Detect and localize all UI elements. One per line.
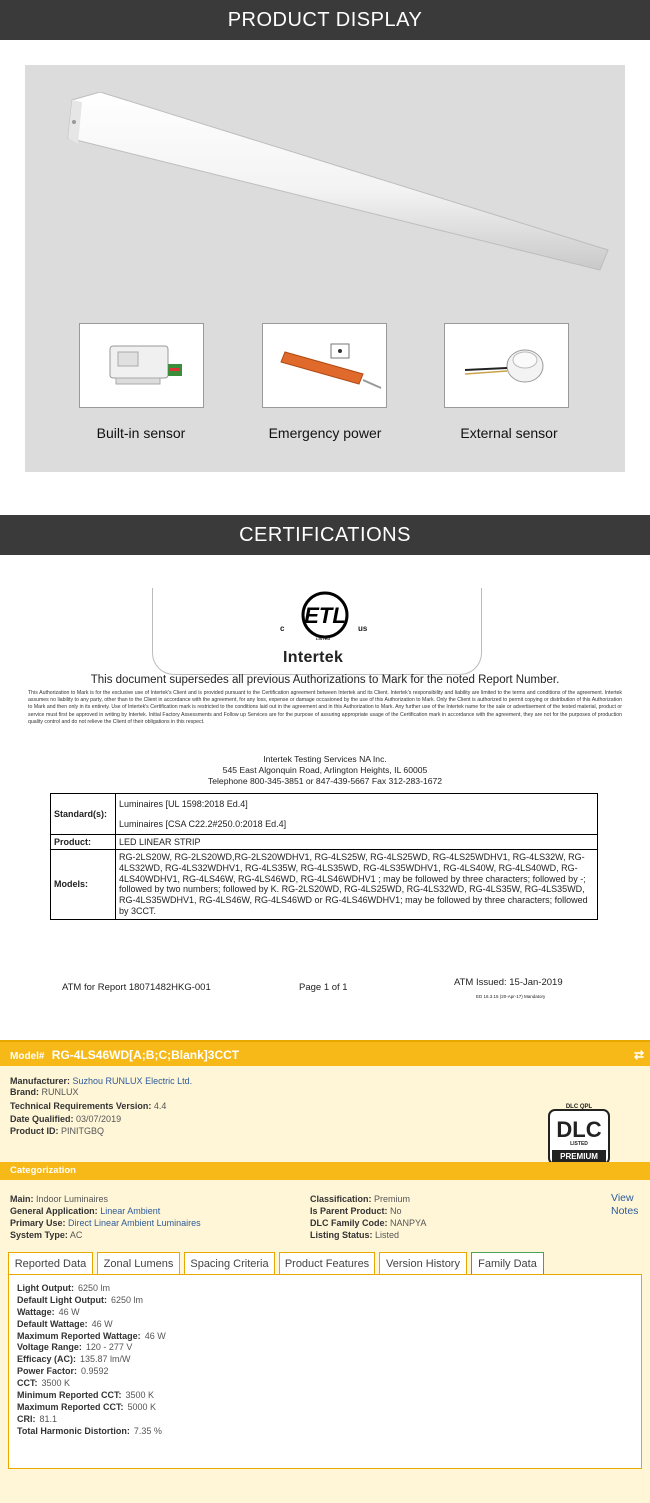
data-row [17,1319,166,1331]
logo-listed: LISTED [316,636,331,641]
data-row [17,1378,166,1390]
svg-text:ETL: ETL [304,603,346,628]
data-row [17,1414,166,1426]
data-label: CCT: [17,1378,38,1389]
logo-us: us [358,624,368,633]
data-value: 3500 K [41,1378,71,1389]
tab-spacing-criteria[interactable]: Spacing Criteria [184,1252,275,1274]
certificate-table [50,793,598,920]
page-number: Page 1 of 1 [299,982,348,993]
data-row [17,1307,166,1319]
manufacturer-link[interactable]: Suzhou RUNLUX Electric Ltd. [72,1076,193,1086]
dlc-listing-panel [0,1040,650,1503]
supersede-notice: This document supersedes all previous Authorizations to Mark for the noted Report Number. [90,674,560,686]
tech-label: Technical Requirements Version: [10,1101,152,1111]
data-label: Total Harmonic Distortion: [17,1425,130,1436]
product-info [0,1066,650,1162]
standard-item: Luminaires [UL 1598:2018 Ed.4] [116,794,598,812]
data-label: Maximum Reported Wattage: [17,1330,141,1341]
date-value: 03/07/2019 [76,1114,122,1124]
data-value: 0.9592 [81,1366,109,1377]
badge-top-text: DLC QPL [565,1104,593,1110]
external-sensor-image [444,323,569,408]
view-notes-link[interactable] [611,1192,638,1218]
data-label: Minimum Reported CCT: [17,1390,122,1401]
emergency-power-image [262,323,387,408]
data-value: 46 W [58,1306,80,1317]
logo-c: c [280,624,285,633]
reported-data-list [17,1283,166,1438]
data-label: Wattage: [17,1306,55,1317]
data-row [17,1354,166,1366]
atm-report: ATM for Report 18071482HKG-001 [62,982,211,993]
address-line: 545 East Algonquin Road, Arlington Heights, IL 60005 [222,765,428,775]
family-code-label: DLC Family Code: [310,1218,388,1228]
parent-value: No [390,1206,402,1216]
legal-text: This Authorization to Mark is for the exclusive use of Intertek's Client and is provided pursuant to the Certification agreement between Intertek and its Client. Intertek's responsibility and liability are limited to the terms and conditions of the agreement. Intertek assumes no liability to any party, other than to the Client in accordance with the agreement, for any loss, expense or damage occasioned by the use of this Authorization to Mark. Only the Client is authorized to permit copying or distribution of this Authorization to Mark and then only in its entirety. Use of Intertek's Certification mark is restricted to the conditions laid out in the agreement and in this Authorization to Mark. Any further use of the Intertek name for the sale or advertisement of the tested material, product or service must first be approved in writing by Intertek. Initial Factory Assessments and Follow up Services are for the purpose of assuring appropriate usage of the Certification mark in accordance with the agreement, they are not for the purposes of production quality control and do not relieve the Client of their obligations in this respect. [28,690,622,725]
tab-family-data[interactable]: Family Data [471,1252,544,1274]
categorization-bar: Categorization [0,1162,650,1180]
data-row [17,1342,166,1354]
dlc-premium-badge [548,1104,610,1166]
standard-item: Luminaires [CSA C22.2#250.0:2018 Ed.4] [116,811,598,835]
data-value: 46 W [91,1318,113,1329]
product-id-value: PINITGBQ [61,1126,105,1136]
product-value: LED LINEAR STRIP [116,835,598,850]
tech-value: 4.4 [153,1101,167,1111]
led-linear-strip-image [60,92,615,272]
product-label: Product: [51,835,116,850]
tab-product-features[interactable]: Product Features [279,1252,375,1274]
brand-label: Brand: [10,1087,39,1097]
atm-issued: ATM Issued: 15-Jan-2019 [454,977,563,988]
tab-reported-data[interactable]: Reported Data [8,1252,93,1274]
classification-value: Premium [374,1194,411,1204]
main-label: Main: [10,1194,34,1204]
listing-status-label: Listing Status: [310,1230,373,1240]
data-label: Maximum Reported CCT: [17,1401,124,1412]
data-value: 5000 K [127,1401,157,1412]
caption-built-in-sensor: Built-in sensor [96,425,186,441]
general-label: General Application: [10,1206,98,1216]
data-value: 7.35 % [133,1425,162,1436]
data-label: Efficacy (AC): [17,1354,77,1365]
models-label: Models: [51,850,116,920]
model-label: Model# [10,1051,45,1062]
ed-number: ED 16.3.15 (20-Apr-17) Mandatory [476,994,546,999]
data-row [17,1402,166,1414]
data-label: Light Output: [17,1283,74,1293]
general-link[interactable]: Linear Ambient [100,1206,161,1216]
models-value: RG-2LS20W, RG-2LS20WD,RG-2LS20WDHV1, RG-4LS25W, RG-4LS25WD, RG-4LS25WDHV1, RG-4LS32W, RG-4LS32WD, RG-4LS32WDHV1, RG-4LS35W, RG-4LS35WD, RG-4LS35WDHV1, RG-4LS40W, RG-4LS40WD, RG-4LS40WDHV1, RG-4LS46W, RG-4LS46WD, RG-4LS46WDHV1 ; may be followed by three characters; followed by -; followed by two numbers; followed by K. RG-2LS20WD, RG-4LS25WD, RG-4LS32WD, RG-4LS35W, RG-4LS35WD, RG-4LS35WDHV1, RG-4LS46W, RG-4LS46WD or RG-4LS46WDHV1; may be followed by three characters; followed by 3CCT. [116,850,598,920]
manufacturer-label: Manufacturer: [10,1076,71,1086]
system-label: System Type: [10,1230,68,1240]
data-label: Power Factor: [17,1366,78,1377]
data-row [17,1331,166,1343]
brand-value: RUNLUX [41,1087,79,1097]
tab-zonal-lumens[interactable]: Zonal Lumens [97,1252,180,1274]
badge-premium-text: PREMIUM [560,1152,598,1161]
listing-status-value: Listed [375,1230,400,1240]
caption-external-sensor: External sensor [460,425,558,441]
model-header [0,1040,650,1066]
data-label: Default Wattage: [17,1318,88,1329]
classification-label: Classification: [310,1194,372,1204]
built-in-sensor-image [79,323,204,408]
data-value: 120 - 277 V [85,1342,133,1353]
reported-data-panel [8,1274,642,1469]
system-value: AC [69,1230,83,1240]
data-label: Default Light Output: [17,1294,107,1305]
primary-link[interactable]: Direct Linear Ambient Luminaires [68,1218,201,1228]
data-row [17,1390,166,1402]
data-value: 3500 K [125,1390,155,1401]
address-line: Intertek Testing Services NA Inc. [263,754,387,764]
badge-dlc-text: DLC [556,1117,602,1142]
view-text: View [611,1192,634,1204]
parent-label: Is Parent Product: [310,1206,388,1216]
notes-text: Notes [611,1205,639,1217]
data-value: 81.1 [39,1413,58,1424]
badge-listed-text: LISTED [570,1141,588,1147]
model-value: RG-4LS46WD[A;B;C;Blank]3CCT [51,1048,240,1062]
address-line: Telephone 800-345-3851 or 847-439-5667 Fax 312-283-1672 [207,776,443,786]
data-label: CRI: [17,1413,36,1424]
date-label: Date Qualified: [10,1114,74,1124]
data-row [17,1426,166,1438]
data-label: Voltage Range: [17,1342,82,1353]
data-row [17,1366,166,1378]
data-value: 6250 lm [77,1283,111,1293]
data-row [17,1295,166,1307]
product-id-label: Product ID: [10,1126,59,1136]
family-code-value: NANPYA [390,1218,427,1228]
swap-icon[interactable]: ⇄ [633,1048,644,1062]
section-header-certifications: CERTIFICATIONS [0,515,650,555]
primary-label: Primary Use: [10,1218,66,1228]
main-value: Indoor Luminaires [36,1194,109,1204]
data-row [17,1283,166,1295]
tab-version-history[interactable]: Version History [379,1252,467,1274]
intertek-wordmark: Intertek [283,649,344,666]
section-header-product-display: PRODUCT DISPLAY [0,0,650,40]
data-value: 6250 lm [110,1294,144,1305]
etl-certificate [28,580,622,1000]
data-value: 135.87 lm/W [80,1354,131,1365]
caption-emergency-power: Emergency power [268,425,382,441]
data-value: 46 W [144,1330,166,1341]
standards-label: Standard(s): [51,794,116,835]
address-block [40,754,610,787]
